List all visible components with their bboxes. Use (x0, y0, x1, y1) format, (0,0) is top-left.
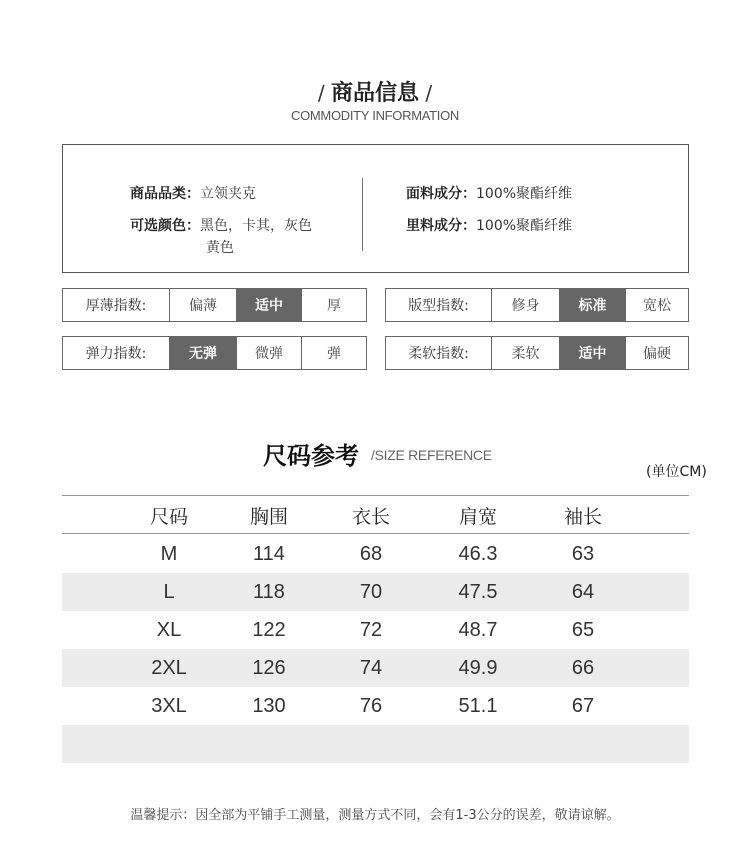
elasticity-index (62, 336, 367, 370)
table-row (62, 573, 689, 611)
cell-length: 72 (359, 618, 383, 641)
fit-option-1: 标准 (559, 289, 625, 321)
cell-chest: 122 (252, 618, 286, 641)
commodity-title-text: 商品信息 (330, 81, 419, 106)
cell-size: 3XL (151, 694, 187, 717)
softness-index (385, 336, 689, 370)
cell-shoulder: 46.3 (458, 542, 498, 565)
commodity-title (0, 76, 750, 107)
cell-chest: 114 (253, 542, 285, 565)
title-slash-right: / (419, 81, 433, 105)
lining-row (406, 215, 572, 235)
cell-sleeve: 63 (571, 542, 595, 565)
header-size: 尺码 (149, 505, 188, 528)
table-row (62, 649, 689, 687)
cell-chest: 118 (253, 580, 285, 603)
colors-label: 可选颜色： (130, 218, 200, 234)
cell-shoulder: 49.9 (458, 656, 498, 679)
cell-size: XL (156, 618, 182, 641)
cell-size: M (160, 542, 178, 565)
thickness-option-0: 偏薄 (169, 289, 236, 321)
fabric-label: 面料成分： (406, 186, 476, 202)
commodity-subtitle: COMMODITY INFORMATION (291, 108, 459, 123)
elasticity-option-2: 弹 (301, 337, 366, 369)
fabric-row (406, 183, 572, 203)
header-shoulder: 肩宽 (458, 505, 497, 528)
cell-chest: 126 (252, 656, 286, 679)
table-row (62, 611, 689, 649)
cell-shoulder: 51.1 (458, 694, 498, 717)
thickness-index (62, 288, 367, 322)
colors-value-line1: 黑色，卡其，灰色 (200, 218, 312, 234)
size-reference-subtitle: /SIZE REFERENCE (371, 447, 492, 463)
table-row (62, 687, 689, 725)
table-header-rule (62, 533, 689, 534)
cell-sleeve: 64 (571, 580, 595, 603)
table-row (62, 535, 689, 573)
elasticity-option-0: 无弹 (169, 337, 236, 369)
fit-option-2: 宽松 (625, 289, 688, 321)
title-slash-left: / (317, 81, 331, 105)
header-sleeve: 袖长 (563, 505, 602, 528)
softness-option-2: 偏硬 (625, 337, 688, 369)
table-empty-row (62, 725, 689, 763)
colors-value-line2: 黄色 (206, 240, 234, 256)
cell-size: 2XL (151, 656, 187, 679)
cell-sleeve: 66 (571, 656, 595, 679)
commodity-info-box (62, 144, 689, 273)
category-label: 商品品类： (130, 186, 200, 202)
measurement-note: 温馨提示：因全部为平铺手工测量，测量方式不同，会有1-3公分的误差，敬请谅解。 (130, 808, 620, 823)
thickness-option-1: 适中 (236, 289, 301, 321)
cell-sleeve: 65 (571, 618, 595, 641)
cell-length: 68 (359, 542, 383, 565)
lining-label: 里料成分： (406, 218, 476, 234)
fabric-value: 100%聚酯纤维 (476, 186, 573, 202)
thickness-option-2: 厚 (301, 289, 366, 321)
cell-shoulder: 48.7 (458, 618, 498, 641)
colors-row (130, 215, 312, 235)
elasticity-option-1: 微弹 (236, 337, 301, 369)
cell-chest: 130 (252, 694, 286, 717)
header-chest: 胸围 (249, 505, 288, 528)
unit-label: (单位CM) (646, 464, 707, 480)
cell-length: 74 (359, 656, 383, 679)
cell-sleeve: 67 (571, 694, 595, 717)
fit-index (385, 288, 689, 322)
cell-length: 76 (359, 694, 383, 717)
cell-length: 70 (359, 580, 383, 603)
category-value: 立领夹克 (200, 186, 256, 202)
thickness-index-label: 厚薄指数: (85, 298, 147, 314)
table-header-row (62, 496, 689, 534)
header-length: 衣长 (351, 505, 390, 528)
cell-shoulder: 47.5 (458, 580, 498, 603)
lining-value: 100%聚酯纤维 (476, 218, 573, 234)
softness-option-0: 柔软 (491, 337, 559, 369)
softness-option-1: 适中 (559, 337, 625, 369)
info-divider (362, 178, 363, 251)
fit-option-0: 修身 (491, 289, 559, 321)
elasticity-index-label: 弹力指数: (85, 346, 147, 362)
fit-index-label: 版型指数: (408, 298, 469, 314)
category-row (130, 183, 256, 203)
size-reference-title: 尺码参考 (263, 442, 359, 470)
cell-size: L (163, 580, 175, 603)
softness-index-label: 柔软指数: (408, 346, 469, 362)
